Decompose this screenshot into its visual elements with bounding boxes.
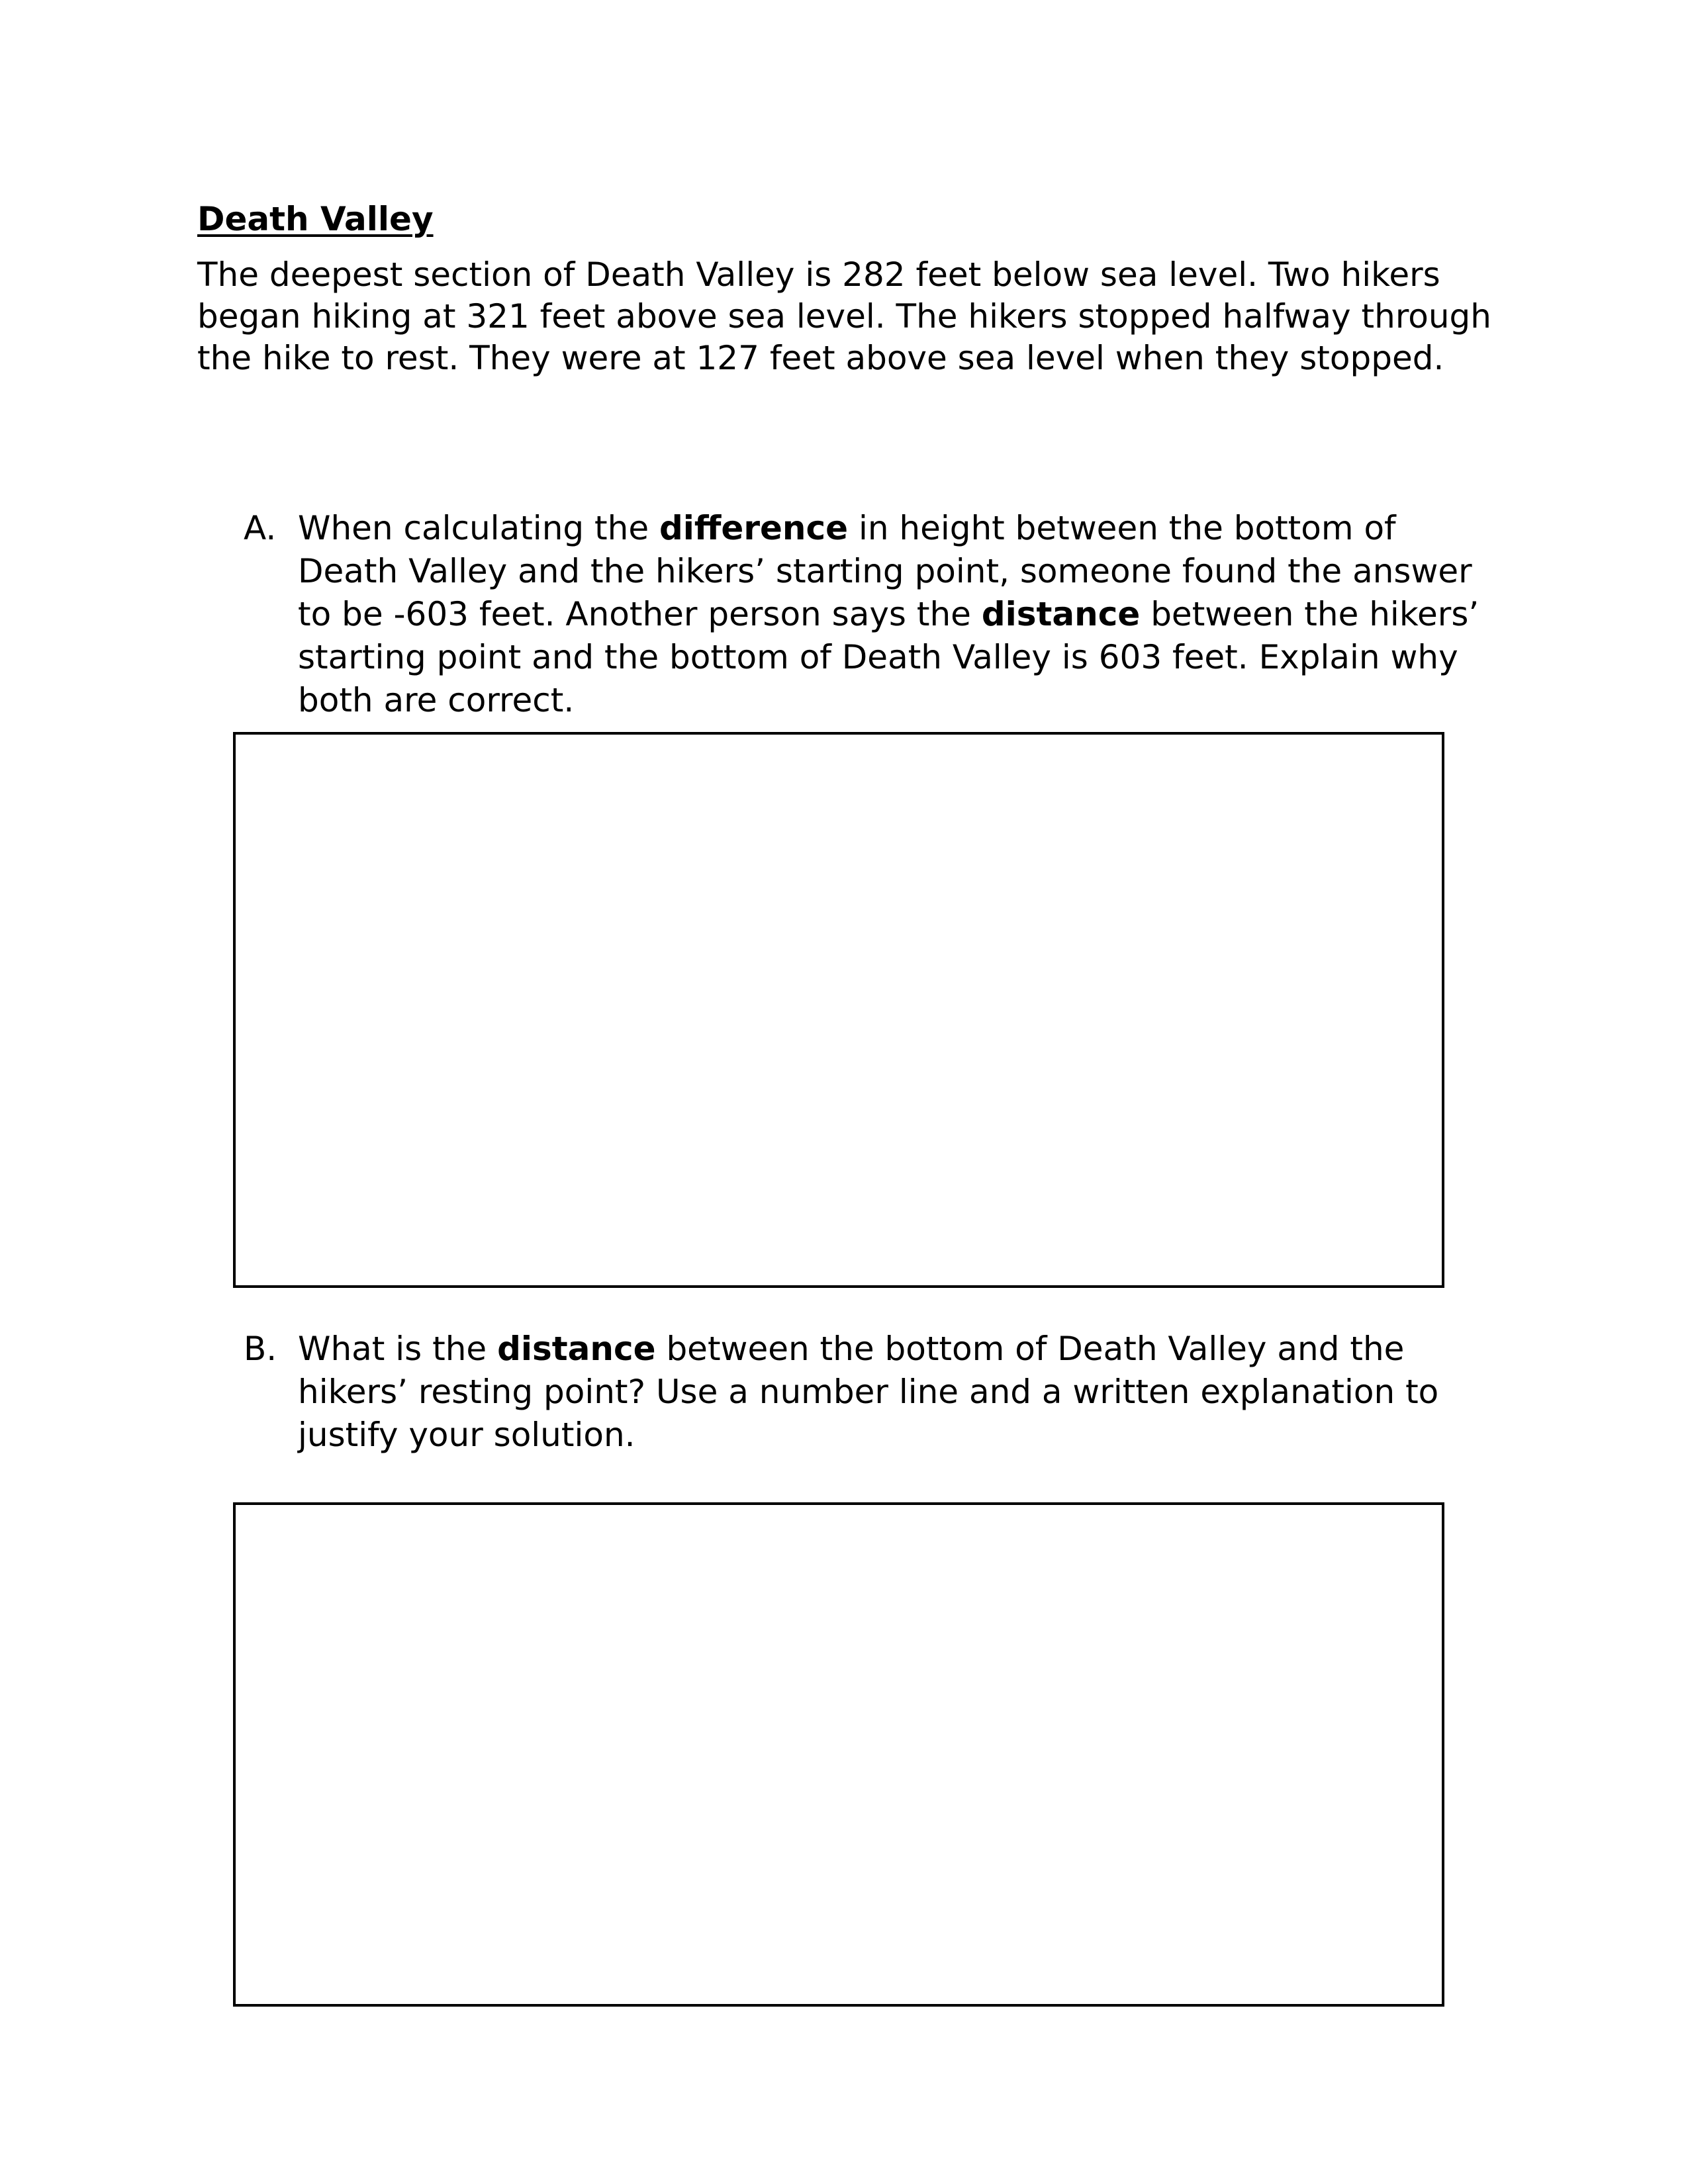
question-b-part2: between the bottom of Death Valley and the hikers’ resting point? Use a number line and a written explanation to justify your solution.	[298, 1330, 1439, 1454]
question-a-bold-distance: distance	[981, 595, 1141, 633]
page-title: Death Valley	[197, 200, 434, 238]
question-b-marker: B.	[244, 1330, 277, 1368]
question-a-marker: A.	[244, 509, 277, 547]
question-b-text	[298, 1328, 1501, 1457]
question-a-part1: When calculating the	[298, 509, 659, 547]
answer-box-a[interactable]	[233, 732, 1444, 1288]
question-a	[244, 507, 1501, 722]
question-a-part3: between the hikers’ starting point and the bottom of Death Valley is 603 feet. Explain why both are correct.	[298, 595, 1479, 719]
question-a-text	[298, 507, 1501, 722]
intro-paragraph: The deepest section of Death Valley is 282 feet below sea level. Two hikers began hiking at 321 feet above sea level. The hikers stopped halfway through the hike to rest. They were at 127 feet above sea level when they stopped.	[197, 255, 1491, 377]
question-b	[244, 1328, 1501, 1457]
answer-box-b[interactable]	[233, 1502, 1444, 2007]
question-b-part1: What is the	[298, 1330, 498, 1368]
question-a-part2: in height between the bottom of Death Valley and the hikers’ starting point, someone found the answer to be -603 feet. Another person says the	[298, 509, 1472, 633]
question-a-bold-difference: difference	[659, 509, 849, 547]
question-b-bold-distance: distance	[497, 1330, 656, 1368]
